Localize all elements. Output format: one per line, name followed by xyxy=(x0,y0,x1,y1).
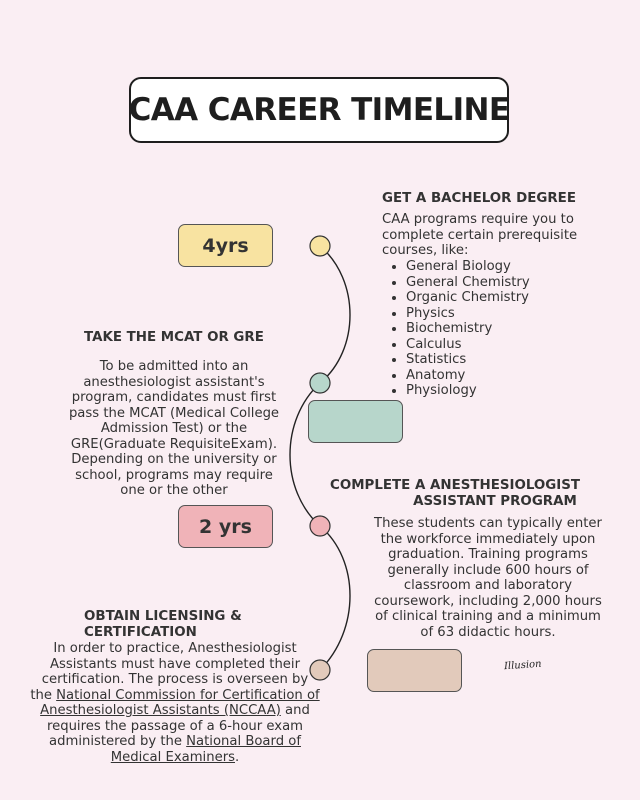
timeline-curve xyxy=(290,246,350,670)
step-heading-bachelor: GET A BACHELOR DEGREE xyxy=(382,191,576,206)
course-item: General Chemistry xyxy=(382,275,530,291)
step-text-mcat: To be admitted into an anesthesiologist assistant's program, candidates must first pass the MCAT (Medical College Admission Test) or the GRE(Graduate RequisiteExam). Depending on the university or school, programs may require one or the other xyxy=(68,359,280,498)
course-item: Anatomy xyxy=(382,368,530,384)
licensing-text-part: and requires the passage of a 6-hour exam administered by the xyxy=(46,703,310,749)
page-title: CAA CAREER TIMELINE xyxy=(128,92,510,128)
duration-pill-empty-green xyxy=(308,400,403,443)
licensing-text-part: . xyxy=(235,749,240,765)
course-item: Physics xyxy=(382,306,530,322)
step-heading-line: CERTIFICATION xyxy=(84,625,197,640)
step-heading-line: OBTAIN LICENSING & xyxy=(84,609,242,624)
nccaa-link[interactable]: National Commission for Certification of Anesthesiologist Assistants (NCCAA) xyxy=(40,687,320,718)
course-item: Organic Chemistry xyxy=(382,290,530,306)
duration-pill-empty-tan xyxy=(367,649,462,692)
step-heading-line: ASSISTANT PROGRAM xyxy=(413,494,577,509)
step-text-bachelor: CAA programs require you to complete certain prerequisite courses, like: xyxy=(382,212,578,258)
step-heading-program xyxy=(330,478,580,510)
signature: Illusion xyxy=(503,658,542,673)
step-text-licensing xyxy=(30,641,320,765)
timeline-dot-3 xyxy=(310,516,330,536)
nbme-link[interactable]: National Board of Medical Examiners xyxy=(110,734,301,765)
step-heading-licensing xyxy=(84,609,242,641)
step-text-program: These students can typically enter the workforce immediately upon graduation. Training programs generally include 600 hours of classroom and laboratory coursework, including 2,000 hours of clinical training and a minimum of 63 didactic hours. xyxy=(374,516,602,640)
course-item: Statistics xyxy=(382,352,530,368)
duration-pill-label: 2 yrs xyxy=(199,515,252,538)
duration-pill-2yrs xyxy=(178,505,273,548)
prerequisite-course-list xyxy=(382,259,530,399)
course-item: General Biology xyxy=(382,259,530,275)
course-item: Calculus xyxy=(382,337,530,353)
step-heading-mcat: TAKE THE MCAT OR GRE xyxy=(84,330,264,345)
licensing-text-part: In order to practice, Anesthesiologist Assistants must have completed their certification. The process is overseen by the xyxy=(30,641,309,703)
timeline-dot-2 xyxy=(310,373,330,393)
course-item: Physiology xyxy=(382,383,530,399)
timeline-dot-1 xyxy=(310,236,330,256)
course-item: Biochemistry xyxy=(382,321,530,337)
step-heading-line: COMPLETE A ANESTHESIOLOGIST xyxy=(330,478,581,493)
duration-pill-4yrs xyxy=(178,224,273,267)
duration-pill-label: 4yrs xyxy=(202,234,249,257)
